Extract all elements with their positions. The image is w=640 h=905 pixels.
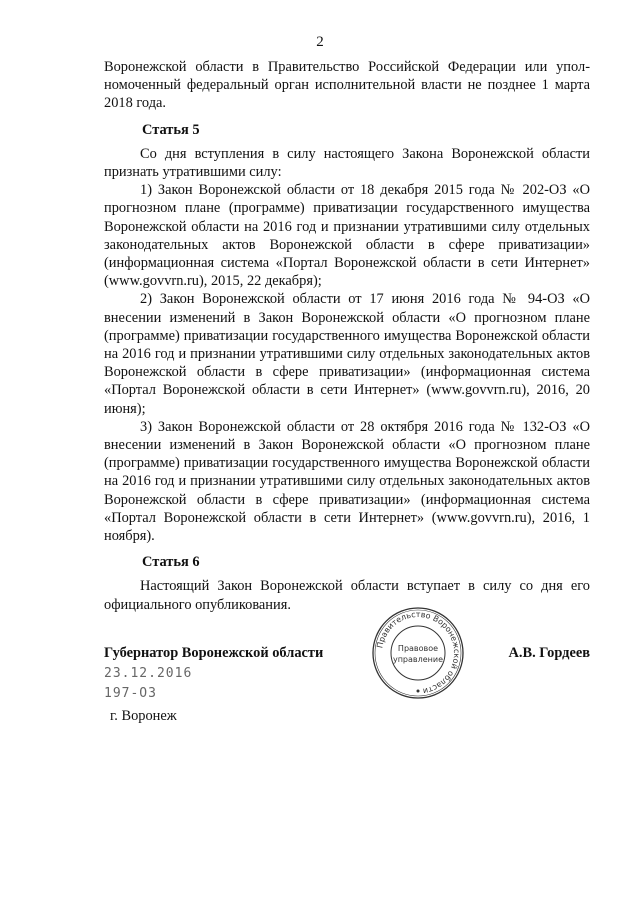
- registration-date: 23.12.2016: [104, 666, 193, 681]
- article-6-title: Статья 6: [142, 554, 200, 571]
- document-body: [104, 58, 590, 614]
- seal-ring-text: Правительство Воронежской области: [375, 609, 462, 696]
- page-number: 2: [316, 34, 324, 50]
- article-5-title: Статья 5: [142, 121, 200, 138]
- article-5-item-1: 1) Закон Воронежской области от 18 декабря 2015 года № 202-ОЗ «О прогнозном плане (программе) приватизации государственного имущества Воронежской области на 2016 год и признании утратившими силу отдельных законодательных актов Воронежской области в сфере приватизации» (информационная система «Портал Воронежской области в сети Интернет» (www.govvrn.ru), 2015, 22 декабря);: [104, 182, 590, 290]
- article-5-item-3: 3) Закон Воронежской области от 28 октября 2016 года № 132-ОЗ «О внесении изменений в Закон Воронежской области «О прогнозном плане (программе) приватизации государственного имущества Воронежской области на 2016 год и признании утратившими силу отдельных законодательных актов Воронежской области в сфере приватизации» (информационная система «Портал Воронежской области в сети Интернет» (www.govvrn.ru), 2016, 1 ноября).: [104, 418, 590, 545]
- registration-number: 197-ОЗ: [104, 686, 157, 701]
- seal-center-line-2: управление: [392, 655, 444, 664]
- article-6-text: Настоящий Закон Воронежской области вступает в силу со дня его официального опубликования.: [104, 578, 590, 613]
- article-5-lead: Со дня вступления в силу настоящего Закона Воронежской области признать утратившими силу:: [104, 145, 590, 181]
- article-5-item-2: 2) Закон Воронежской области от 17 июня 2016 года № 94-ОЗ «О внесении изменений в Закон Воронежской области «О прогнозном плане (программе) приватизации государственного имущества Воронежской области на 2016 год и признании утратившими силу отдельных законодательных актов Воронежской области в сфере приватизации» (информационная система «Портал Воронежской области в сети Интернет» (www.govvrn.ru), 2016, 20 июня);: [104, 291, 590, 417]
- seal-center-line-1: Правовое: [397, 644, 439, 653]
- signature-block: [104, 640, 590, 750]
- signatory-title: Губернатор Воронежской области: [104, 645, 324, 661]
- paragraph-intro: Воронежской области в Правительство Российской Федерации или уполномоченный федеральный орган исполнительной власти не позднее 1 марта 2018 года.: [104, 59, 590, 112]
- signatory-name: А.В. Гордеев: [508, 645, 590, 661]
- city-name: г. Воронеж: [110, 708, 177, 724]
